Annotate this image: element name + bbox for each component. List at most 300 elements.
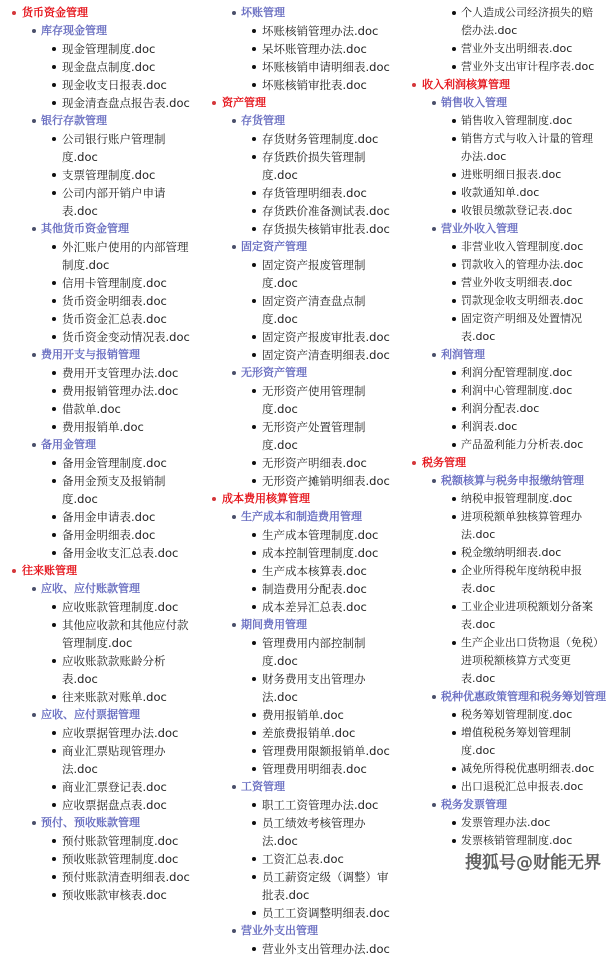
item-label: 销售方式与收入计量的管理办法.doc (461, 132, 593, 163)
bullet-icon (432, 479, 436, 483)
item-label: 工业企业进项税额划分备案表.doc (461, 600, 593, 631)
item-label: 营业外收支明细表.doc (461, 276, 573, 289)
item-label: 成本费用核算管理 (222, 492, 310, 505)
item-label: 非营业收入管理制度.doc (461, 240, 584, 253)
bullet-icon (452, 173, 456, 177)
bullet-icon (232, 515, 236, 519)
bullet-icon (452, 821, 456, 825)
bullet-icon (452, 137, 456, 141)
bullet-icon (452, 371, 456, 375)
document-item[interactable] (405, 436, 599, 454)
bullet-icon (252, 767, 256, 771)
item-label: 费用报销单.doc (262, 708, 344, 722)
bullet-icon (52, 137, 56, 141)
document-item[interactable] (405, 778, 599, 796)
document-item[interactable] (0, 274, 196, 292)
item-label: 销售收入管理 (441, 96, 507, 109)
bullet-icon (52, 191, 56, 195)
subcategory-heading (405, 346, 608, 364)
bullet-icon (452, 731, 456, 735)
document-item[interactable] (200, 796, 396, 814)
item-label: 税额核算与税务申报缴纳管理 (441, 474, 584, 487)
bullet-icon (252, 569, 256, 573)
document-item[interactable] (200, 814, 396, 850)
item-label: 税务筹划管理制度.doc (461, 708, 573, 721)
bullet-icon (252, 713, 256, 717)
document-item[interactable] (200, 742, 396, 760)
bullet-icon (52, 317, 56, 321)
bullet-icon (52, 479, 56, 483)
document-item[interactable] (0, 598, 196, 616)
document-item[interactable] (0, 778, 196, 796)
bullet-icon (452, 209, 456, 213)
item-label: 个人造成公司经济损失的赔偿办法.doc (461, 6, 593, 37)
bullet-icon (252, 857, 256, 861)
bullet-icon (452, 11, 456, 15)
document-item[interactable] (200, 940, 396, 958)
document-item[interactable] (0, 886, 196, 904)
item-label: 预收账款审核表.doc (62, 888, 167, 902)
document-item[interactable] (405, 760, 599, 778)
document-item[interactable] (0, 40, 196, 58)
document-item[interactable] (405, 724, 599, 760)
item-label: 预收账款管理制度.doc (62, 852, 179, 866)
bullet-icon (452, 785, 456, 789)
item-label: 管理费用内部控制制度.doc (262, 636, 366, 668)
bullet-icon (452, 389, 456, 393)
document-item[interactable] (405, 814, 599, 832)
bullet-icon (12, 11, 16, 15)
bullet-icon (452, 119, 456, 123)
bullet-icon (232, 929, 236, 933)
document-item[interactable] (200, 184, 396, 202)
bullet-icon (252, 911, 256, 915)
document-item[interactable] (200, 256, 396, 292)
item-label: 费用报销单.doc (62, 420, 144, 434)
document-item[interactable] (0, 508, 196, 526)
item-label: 制造费用分配表.doc (262, 582, 367, 596)
bullet-icon (252, 821, 256, 825)
document-item[interactable] (0, 382, 196, 400)
item-label: 发票核销管理制度.doc (461, 834, 573, 847)
item-label: 存货跌价损失管理制度.doc (262, 150, 366, 182)
bullet-icon (232, 623, 236, 627)
item-label: 固定资产清查盘点制度.doc (262, 294, 366, 326)
item-label: 现金盘点制度.doc (62, 60, 156, 74)
document-item[interactable] (200, 148, 396, 184)
document-item[interactable] (0, 310, 196, 328)
bullet-icon (452, 65, 456, 69)
document-item[interactable] (0, 850, 196, 868)
item-label: 税金缴纳明细表.doc (461, 546, 562, 559)
bullet-icon (52, 461, 56, 465)
document-item[interactable] (405, 490, 599, 508)
document-item[interactable] (0, 454, 196, 472)
item-label: 罚款现金收支明细表.doc (461, 294, 584, 307)
item-label: 减免所得税优惠明细表.doc (461, 762, 595, 775)
item-label: 管理费用明细表.doc (262, 762, 367, 776)
item-label: 销售收入管理制度.doc (461, 114, 573, 127)
bullet-icon (32, 587, 36, 591)
document-item[interactable] (0, 544, 196, 562)
document-item[interactable] (0, 526, 196, 544)
bullet-icon (52, 605, 56, 609)
item-label: 资产管理 (222, 96, 266, 109)
document-item[interactable] (200, 706, 396, 724)
document-item[interactable] (0, 616, 196, 652)
bullet-icon (252, 353, 256, 357)
subcategory-heading (0, 814, 200, 832)
document-item[interactable] (405, 256, 599, 274)
document-item[interactable] (200, 868, 396, 904)
item-label: 收银员缴款登记表.doc (461, 204, 573, 217)
bullet-icon (252, 533, 256, 537)
subcategory-heading (0, 22, 200, 40)
item-label: 成本差异汇总表.doc (262, 600, 367, 614)
bullet-icon (52, 839, 56, 843)
item-label: 营业外支出审计程序表.doc (461, 60, 595, 73)
item-label: 商业汇票贴现管理办法.doc (62, 744, 166, 776)
item-label: 存货财务管理制度.doc (262, 132, 379, 146)
subcategory-heading (200, 508, 405, 526)
document-item[interactable] (405, 508, 599, 544)
bullet-icon (452, 407, 456, 411)
subcategory-heading (200, 4, 405, 22)
bullet-icon (52, 731, 56, 735)
bullet-icon (252, 65, 256, 69)
document-item[interactable] (0, 130, 196, 166)
item-label: 纳税申报管理制度.doc (461, 492, 573, 505)
document-item[interactable] (405, 184, 599, 202)
item-label: 公司内部开销户申请表.doc (62, 186, 166, 218)
bullet-icon (252, 641, 256, 645)
bullet-icon (232, 245, 236, 249)
bullet-icon (52, 281, 56, 285)
document-item[interactable] (405, 598, 599, 634)
document-item[interactable] (405, 832, 599, 850)
item-label: 货币资金汇总表.doc (62, 312, 167, 326)
bullet-icon (52, 83, 56, 87)
bullet-icon (52, 785, 56, 789)
item-label: 应收票据管理办法.doc (62, 726, 179, 740)
subcategory-heading (200, 364, 405, 382)
document-item[interactable] (405, 562, 599, 598)
document-item[interactable] (200, 544, 396, 562)
document-item[interactable] (0, 94, 196, 112)
document-item[interactable] (200, 562, 396, 580)
subcategory-heading (0, 706, 200, 724)
bullet-icon (252, 209, 256, 213)
bullet-icon (452, 281, 456, 285)
item-label: 固定资产报废审批表.doc (262, 330, 390, 344)
document-item[interactable] (0, 58, 196, 76)
bullet-icon (252, 875, 256, 879)
bullet-icon (252, 479, 256, 483)
item-label: 备用金管理 (41, 438, 96, 451)
document-item[interactable] (405, 58, 599, 76)
bullet-icon (432, 803, 436, 807)
bullet-icon (232, 11, 236, 15)
document-item[interactable] (0, 724, 196, 742)
bullet-icon (52, 551, 56, 555)
bullet-icon (252, 83, 256, 87)
item-label: 生产成本管理制度.doc (262, 528, 379, 542)
document-item[interactable] (0, 328, 196, 346)
bullet-icon (212, 101, 216, 105)
document-item[interactable] (405, 4, 599, 40)
item-label: 应收、应付账款管理 (41, 582, 140, 595)
document-item[interactable] (200, 904, 396, 922)
bullet-icon (32, 353, 36, 357)
item-label: 税种优惠政策管理和税务筹划管理 (441, 690, 606, 703)
document-item[interactable] (405, 202, 599, 220)
document-item[interactable] (200, 202, 396, 220)
bullet-icon (252, 587, 256, 591)
item-label: 固定资产报废管理制度.doc (262, 258, 366, 290)
item-label: 其他应收款和其他应付款管理制度.doc (62, 618, 189, 650)
document-item[interactable] (0, 868, 196, 886)
item-label: 无形资产使用管理制度.doc (262, 384, 366, 416)
document-item[interactable] (200, 292, 396, 328)
category-heading (405, 454, 608, 472)
item-label: 员工工资调整明细表.doc (262, 906, 390, 920)
document-item[interactable] (0, 238, 196, 274)
document-item[interactable] (405, 292, 599, 310)
item-label: 进项税额单独核算管理办法.doc (461, 510, 582, 541)
category-heading (200, 94, 405, 112)
item-label: 员工绩效考核管理办法.doc (262, 816, 366, 848)
item-label: 应收账款款账龄分析表.doc (62, 654, 166, 686)
item-label: 无形资产明细表.doc (262, 456, 367, 470)
bullet-icon (252, 227, 256, 231)
subcategory-heading (405, 796, 608, 814)
document-item[interactable] (200, 22, 396, 40)
bullet-icon (252, 731, 256, 735)
document-item[interactable] (405, 382, 599, 400)
document-item[interactable] (405, 706, 599, 724)
bullet-icon (252, 137, 256, 141)
document-item[interactable] (405, 130, 599, 166)
bullet-icon (52, 101, 56, 105)
bullet-icon (452, 551, 456, 555)
item-label: 备用金预支及报销制度.doc (62, 474, 166, 506)
document-item[interactable] (0, 796, 196, 814)
document-item[interactable] (200, 580, 396, 598)
document-item[interactable] (0, 832, 196, 850)
document-item[interactable] (200, 724, 396, 742)
item-label: 应收账款管理制度.doc (62, 600, 179, 614)
document-item[interactable] (200, 526, 396, 544)
item-label: 差旅费报销单.doc (262, 726, 356, 740)
item-label: 期间费用管理 (241, 618, 307, 631)
bullet-icon (52, 407, 56, 411)
item-label: 货币资金明细表.doc (62, 294, 167, 308)
document-item[interactable] (0, 76, 196, 94)
document-item[interactable] (200, 220, 396, 238)
bullet-icon (52, 425, 56, 429)
item-label: 无形资产处置管理制度.doc (262, 420, 366, 452)
subcategory-heading (200, 238, 405, 256)
bullet-icon (52, 371, 56, 375)
bullet-icon (252, 425, 256, 429)
item-label: 企业所得税年度纳税申报表.doc (461, 564, 582, 595)
subcategory-heading (200, 778, 405, 796)
subcategory-heading (200, 616, 405, 634)
bullet-icon (52, 659, 56, 663)
document-item[interactable] (200, 634, 396, 670)
bullet-icon (452, 839, 456, 843)
item-label: 现金清查盘点报告表.doc (62, 96, 190, 110)
bullet-icon (32, 443, 36, 447)
subcategory-heading (0, 112, 200, 130)
document-item[interactable] (200, 418, 396, 454)
document-item[interactable] (200, 40, 396, 58)
bullet-icon (452, 515, 456, 519)
document-item[interactable] (0, 418, 196, 436)
document-item[interactable] (0, 292, 196, 310)
column-1 (0, 4, 200, 904)
document-item[interactable] (405, 274, 599, 292)
bullet-icon (452, 569, 456, 573)
bullet-icon (452, 605, 456, 609)
document-item[interactable] (200, 598, 396, 616)
document-item[interactable] (0, 688, 196, 706)
document-item[interactable] (200, 76, 396, 94)
bullet-icon (32, 227, 36, 231)
item-label: 呆坏账管理办法.doc (262, 42, 367, 56)
bullet-icon (52, 65, 56, 69)
bullet-icon (232, 119, 236, 123)
bullet-icon (452, 713, 456, 717)
item-label: 固定资产明细及处置情况表.doc (461, 312, 582, 343)
bullet-icon (32, 713, 36, 717)
item-label: 银行存款管理 (41, 114, 107, 127)
item-label: 发票管理办法.doc (461, 816, 551, 829)
document-item[interactable] (200, 346, 396, 364)
document-item[interactable] (405, 634, 599, 688)
document-item[interactable] (200, 472, 396, 490)
item-label: 货币资金管理 (22, 6, 88, 19)
item-label: 出口退税汇总申报表.doc (461, 780, 584, 793)
bullet-icon (52, 857, 56, 861)
bullet-icon (432, 227, 436, 231)
bullet-icon (52, 47, 56, 51)
bullet-icon (452, 299, 456, 303)
document-item[interactable] (405, 238, 599, 256)
bullet-icon (52, 749, 56, 753)
document-item[interactable] (0, 364, 196, 382)
item-label: 职工工资管理办法.doc (262, 798, 379, 812)
item-label: 营业外支出管理 (241, 924, 318, 937)
bullet-icon (452, 245, 456, 249)
bullet-icon (212, 497, 216, 501)
item-label: 坏账核销管理办法.doc (262, 24, 379, 38)
document-item[interactable] (200, 670, 396, 706)
document-item[interactable] (200, 454, 396, 472)
bullet-icon (252, 299, 256, 303)
document-item[interactable] (200, 382, 396, 418)
bullet-icon (452, 443, 456, 447)
document-item[interactable] (0, 472, 196, 508)
bullet-icon (452, 641, 456, 645)
item-label: 预付账款清查明细表.doc (62, 870, 190, 884)
bullet-icon (252, 803, 256, 807)
bullet-icon (52, 893, 56, 897)
document-item[interactable] (405, 544, 599, 562)
item-label: 收款通知单.doc (461, 186, 540, 199)
item-label: 支票管理制度.doc (62, 168, 156, 182)
item-label: 坏账管理 (241, 6, 285, 19)
document-item[interactable] (405, 166, 599, 184)
document-item[interactable] (200, 760, 396, 778)
bullet-icon (32, 821, 36, 825)
document-item[interactable] (405, 364, 599, 382)
item-label: 现金收支日报表.doc (62, 78, 167, 92)
bullet-icon (252, 551, 256, 555)
document-item[interactable] (0, 652, 196, 688)
subcategory-heading (405, 94, 608, 112)
item-label: 坏账核销审批表.doc (262, 78, 367, 92)
item-label: 营业外支出明细表.doc (461, 42, 573, 55)
document-item[interactable] (0, 400, 196, 418)
column-3 (405, 4, 608, 874)
item-label: 存货跌价准备测试表.doc (262, 204, 390, 218)
subcategory-heading (0, 346, 200, 364)
item-label: 公司银行账户管理制度.doc (62, 132, 166, 164)
document-item[interactable] (200, 58, 396, 76)
subcategory-heading (0, 220, 200, 238)
bullet-icon (52, 533, 56, 537)
document-item[interactable] (0, 166, 196, 184)
subcategory-heading (0, 580, 200, 598)
item-label: 财务费用支出管理办法.doc (262, 672, 366, 704)
bullet-icon (252, 389, 256, 393)
bullet-icon (432, 101, 436, 105)
document-item[interactable] (200, 850, 396, 868)
item-label: 无形资产摊销明细表.doc (262, 474, 390, 488)
bullet-icon (432, 353, 436, 357)
document-item[interactable] (0, 184, 196, 220)
document-item[interactable] (200, 328, 396, 346)
subcategory-heading (0, 436, 200, 454)
bullet-icon (432, 695, 436, 699)
bullet-icon (252, 677, 256, 681)
document-item[interactable] (200, 130, 396, 148)
bullet-icon (412, 83, 416, 87)
bullet-icon (52, 695, 56, 699)
document-item[interactable] (0, 742, 196, 778)
bullet-icon (452, 317, 456, 321)
item-label: 利润分配表.doc (461, 402, 540, 415)
item-label: 利润表.doc (461, 420, 518, 433)
item-label: 费用开支管理办法.doc (62, 366, 179, 380)
document-item[interactable] (405, 112, 599, 130)
subcategory-heading (200, 922, 405, 940)
bullet-icon (252, 461, 256, 465)
item-label: 工资汇总表.doc (262, 852, 344, 866)
item-label: 往来账款对账单.doc (62, 690, 167, 704)
bullet-icon (452, 425, 456, 429)
document-item[interactable] (405, 418, 599, 436)
item-label: 应收票据盘点表.doc (62, 798, 167, 812)
document-item[interactable] (405, 40, 599, 58)
document-item[interactable] (405, 400, 599, 418)
item-label: 往来账管理 (22, 564, 77, 577)
bullet-icon (252, 47, 256, 51)
bullet-icon (252, 749, 256, 753)
document-item[interactable] (405, 310, 599, 346)
item-label: 费用报销管理办法.doc (62, 384, 179, 398)
